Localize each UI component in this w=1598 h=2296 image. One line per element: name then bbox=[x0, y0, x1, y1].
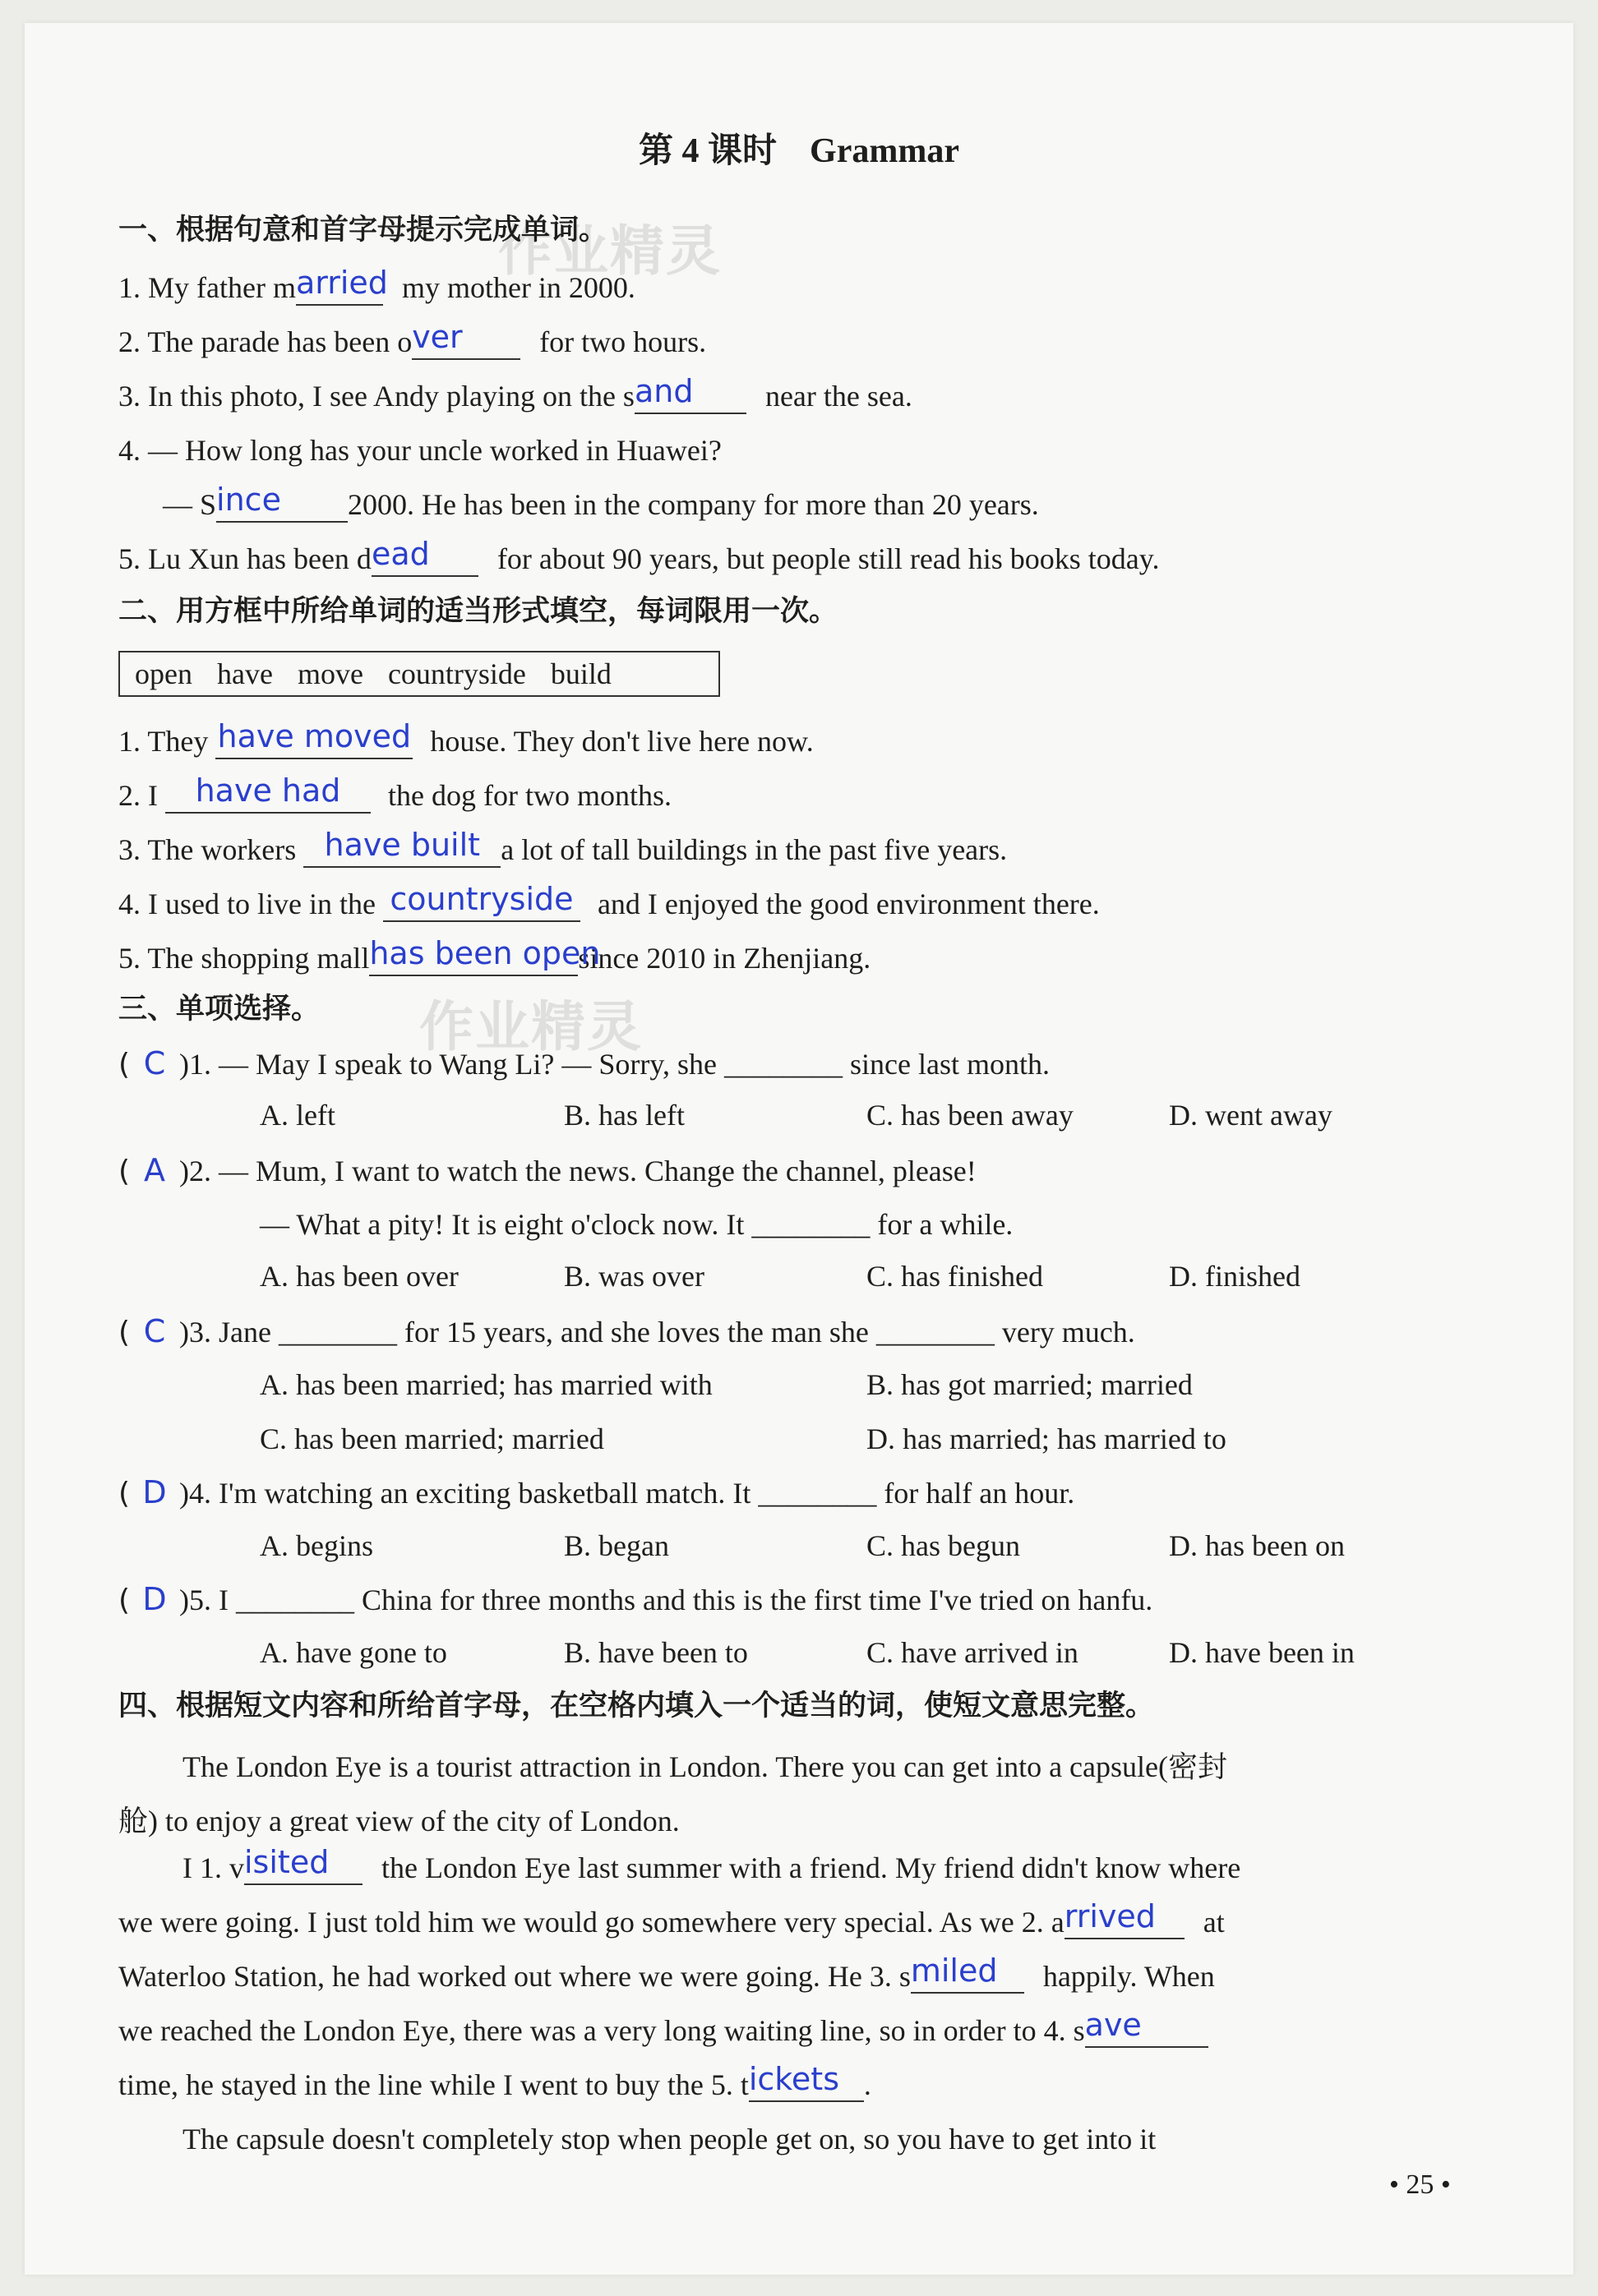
word-bank-item: build bbox=[550, 657, 612, 690]
passage-line: 舱) to enjoy a great view of the city of London. bbox=[118, 1805, 680, 1837]
answer: C bbox=[143, 1045, 166, 1081]
lesson-number: 第 4 课时 bbox=[639, 132, 778, 170]
section2-heading: 二、用方框中所给单词的适当形式填空，每词限用一次。 bbox=[118, 595, 838, 628]
lesson-topic: Grammar bbox=[810, 132, 959, 170]
page-number: • 25 • bbox=[1389, 2169, 1451, 2200]
s2-question-1: 1. They have moved house. They don't live here now. bbox=[118, 718, 814, 758]
s2-question-4: 4. I used to live in the countryside and I enjoyed the good environment there. bbox=[118, 881, 1100, 920]
option: C. has been away bbox=[866, 1099, 1074, 1132]
option: C. have arrived in bbox=[866, 1636, 1078, 1669]
word-bank-item: open bbox=[135, 657, 192, 690]
option: B. have been to bbox=[564, 1636, 748, 1669]
option: D. have been in bbox=[1169, 1636, 1355, 1669]
option: B. has left bbox=[564, 1099, 685, 1132]
s2-question-3: 3. The workers have built a lot of tall buildings in the past five years. bbox=[118, 827, 1008, 866]
option: A. have gone to bbox=[260, 1636, 447, 1669]
s1-question-1: 1. My father m arried my mother in 2000. bbox=[118, 265, 635, 304]
answer: ead bbox=[371, 536, 430, 572]
answer: A bbox=[144, 1152, 166, 1188]
answer: D bbox=[142, 1474, 167, 1510]
option: D. went away bbox=[1169, 1099, 1332, 1132]
option: A. has been married; has married with bbox=[260, 1368, 713, 1401]
answer: have built bbox=[324, 827, 481, 863]
s3-question-3: ( C )3. Jane ________ for 15 years, and she loves the man she ________ very much. bbox=[118, 1313, 1135, 1349]
s3-question-2: ( A )2. — Mum, I want to watch the news. Change the channel, please! bbox=[118, 1152, 977, 1188]
option: B. has got married; married bbox=[866, 1368, 1193, 1401]
answer: D bbox=[142, 1581, 167, 1617]
s1-question-3: 3. In this photo, I see Andy playing on the s and near the sea. bbox=[118, 373, 912, 413]
option: C. has been married; married bbox=[260, 1422, 604, 1455]
option: C. has finished bbox=[866, 1260, 1043, 1293]
answer: ave bbox=[1084, 2007, 1142, 2043]
watermark: 作业精灵 bbox=[419, 995, 643, 1058]
s3-question-1: ( C )1. — May I speak to Wang Li? — Sorry, she ________ since last month. bbox=[118, 1045, 1050, 1081]
page-title bbox=[0, 123, 1598, 173]
passage-line: we reached the London Eye, there was a very long waiting line, so in order to 4. s ave bbox=[118, 2013, 1208, 2048]
answer: have moved bbox=[217, 718, 412, 754]
answer: isited bbox=[244, 1844, 330, 1880]
s1-question-2: 2. The parade has been o ver for two hours. bbox=[118, 319, 707, 358]
option: D. has married; has married to bbox=[866, 1422, 1226, 1455]
word-bank-item: have bbox=[216, 657, 273, 690]
passage-line: I 1. v isited the London Eye last summer with a friend. My friend didn't know where bbox=[182, 1844, 1241, 1884]
answer: has been open bbox=[369, 935, 601, 971]
word-bank-box bbox=[118, 651, 720, 697]
option: D. finished bbox=[1169, 1260, 1300, 1293]
section4-heading: 四、根据短文内容和所给首字母，在空格内填入一个适当的词，使短文意思完整。 bbox=[118, 1690, 1155, 1722]
s3-question-4: ( D )4. I'm watching an exciting basketball match. It ________ for half an hour. bbox=[118, 1474, 1075, 1510]
option: A. begins bbox=[260, 1529, 373, 1562]
answer: ickets bbox=[748, 2061, 840, 2097]
answer: ince bbox=[216, 482, 281, 518]
passage-line: The London Eye is a tourist attraction in London. There you can get into a capsule(密封 bbox=[182, 1750, 1227, 1783]
word-bank-item: countryside bbox=[387, 657, 526, 690]
option: B. was over bbox=[564, 1260, 704, 1293]
section1-heading: 一、根据句意和首字母提示完成单词。 bbox=[118, 214, 608, 247]
answer: rrived bbox=[1064, 1898, 1156, 1934]
option: C. has begun bbox=[866, 1529, 1020, 1562]
option: B. began bbox=[564, 1529, 669, 1562]
s1-question-4-reply: — S ince 2000. He has been in the company for more than 20 years. bbox=[163, 482, 1039, 521]
passage-line: time, he stayed in the line while I went to buy the 5. t ickets . bbox=[118, 2061, 871, 2101]
option: A. has been over bbox=[260, 1260, 459, 1293]
answer: ver bbox=[412, 319, 463, 355]
option: D. has been on bbox=[1169, 1529, 1345, 1562]
section3-heading: 三、单项选择。 bbox=[118, 993, 321, 1026]
s2-question-5: 5. The shopping mall has been open since 2010 in Zhenjiang. bbox=[118, 935, 871, 975]
answer: and bbox=[634, 373, 694, 409]
watermark: 作业精灵 bbox=[498, 219, 722, 283]
s1-question-4-prompt: 4. — How long has your uncle worked in Huawei? bbox=[118, 434, 722, 467]
s1-question-5: 5. Lu Xun has been d ead for about 90 years, but people still read his books today. bbox=[118, 536, 1160, 575]
answer: arried bbox=[295, 265, 388, 301]
word-bank-item: move bbox=[297, 657, 363, 690]
answer: have had bbox=[195, 772, 341, 809]
passage-line: Waterloo Station, he had worked out where we were going. He 3. s miled happily. When bbox=[118, 1953, 1215, 1993]
answer: miled bbox=[910, 1953, 998, 1989]
passage-line: The capsule doesn't completely stop when people get on, so you have to get into it bbox=[182, 2123, 1157, 2155]
option: A. left bbox=[260, 1099, 335, 1132]
passage-line: we were going. I just told him we would go somewhere very special. As we 2. a rrived at bbox=[118, 1898, 1225, 1939]
answer: C bbox=[143, 1313, 166, 1349]
s2-question-2: 2. I have had the dog for two months. bbox=[118, 772, 672, 812]
s3-question-2-reply: — What a pity! It is eight o'clock now. It ________ for a while. bbox=[260, 1208, 1014, 1241]
s3-question-5: ( D )5. I ________ China for three months and this is the first time I've tried on hanfu. bbox=[118, 1581, 1153, 1617]
answer: countryside bbox=[390, 881, 574, 917]
